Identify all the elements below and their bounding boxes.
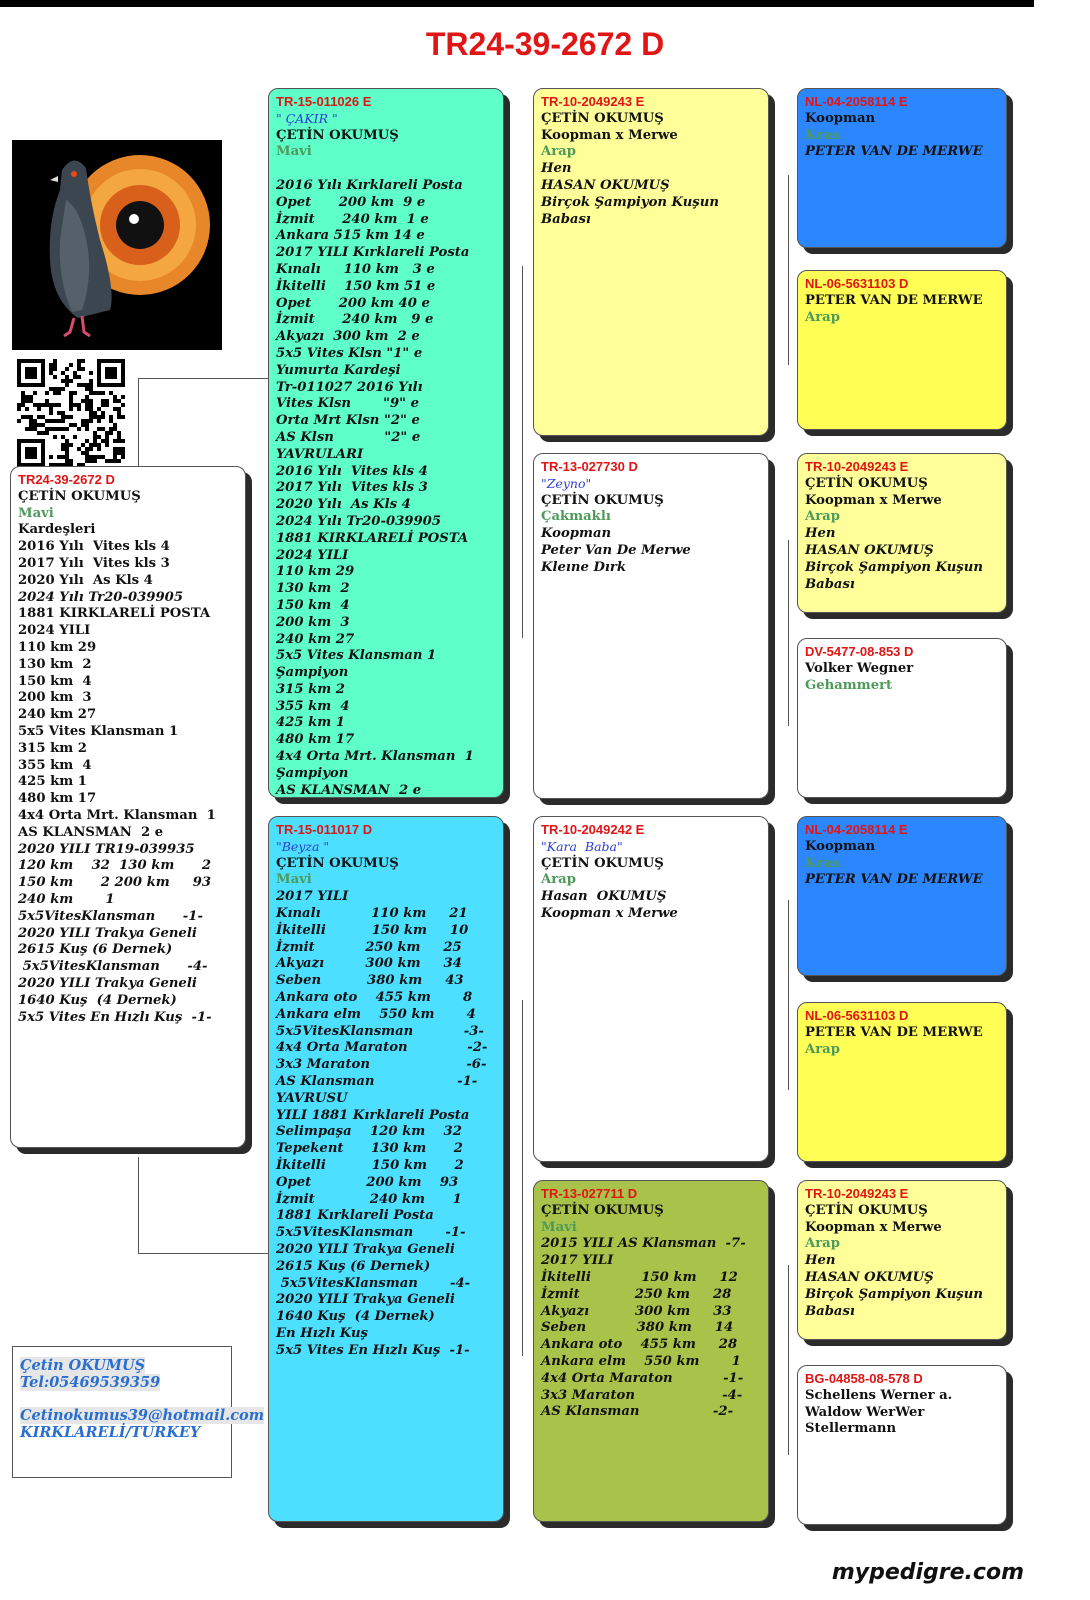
detail-line: İkitelli 150 km 51 e <box>276 278 436 294</box>
bird-details <box>805 476 999 594</box>
detail-line: 150 km 4 <box>18 673 92 689</box>
detail-line: PETER VAN DE MERWE <box>805 292 983 308</box>
detail-line: 2615 Kuş (6 Dernek) <box>276 1258 431 1274</box>
detail-line: İzmit 250 km 25 <box>276 939 462 955</box>
bird-details <box>541 839 761 923</box>
detail-line: Hen <box>805 1253 836 1269</box>
detail-line: 2017 YILI <box>541 1253 614 1269</box>
ring-number: TR-15-011026 E <box>276 94 372 109</box>
detail-line: İzmit 250 km 28 <box>541 1286 732 1302</box>
detail-line: Hen <box>805 526 836 542</box>
detail-line: En Hızlı Kuş <box>276 1325 368 1341</box>
ring-number: TR-13-027730 D <box>541 459 638 474</box>
detail-line: "Zeyno" <box>541 475 592 491</box>
sire-card[interactable] <box>268 88 504 798</box>
detail-line: PETER VAN DE MERWE <box>805 872 983 888</box>
sire-sire-card[interactable] <box>533 88 769 436</box>
performance-lines <box>276 161 496 799</box>
ring-number: TR-13-027711 D <box>541 1186 638 1201</box>
detail-line: 2020 YILI Trakya Geneli <box>18 925 197 941</box>
detail-line: Arap <box>541 144 576 160</box>
connector-line <box>522 266 523 638</box>
detail-line: 4x4 Orta Maraton -1- <box>541 1370 744 1386</box>
detail-line: ÇETİN OKUMUŞ <box>541 855 664 871</box>
detail-line: 5x5VitesKlansman -4- <box>276 1275 471 1291</box>
detail-line: Kras <box>805 855 840 871</box>
connector-line <box>788 540 789 726</box>
detail-line: 5x5 Vites Klansman 1 <box>276 648 437 664</box>
breeder-name: ÇETİN OKUMUŞ <box>276 127 399 143</box>
detail-line: HASAN OKUMUŞ <box>805 1269 934 1285</box>
detail-line: Koopman x Merwe <box>541 905 678 921</box>
detail-line: 2020 YILI Trakya Geneli <box>18 975 197 991</box>
detail-line: 4x4 Orta Maraton -2- <box>276 1040 488 1056</box>
detail-line: PETER VAN DE MERWE <box>805 1024 983 1040</box>
detail-line: 240 km 27 <box>276 631 355 647</box>
detail-line: Koopman x Merwe <box>805 492 942 508</box>
qr-code <box>17 359 125 467</box>
detail-line: Arap <box>805 309 840 325</box>
connector-line <box>788 175 789 365</box>
detail-line: Kınalı 110 km 21 <box>276 905 468 921</box>
breeder-name: ÇETİN OKUMUŞ <box>276 855 399 871</box>
detail-line: Tr-011027 2016 Yılı <box>276 379 423 395</box>
connector-line <box>522 1000 523 1356</box>
detail-line: Seben 380 km 43 <box>276 973 464 989</box>
detail-line: 2017 YILI Kırklareli Posta <box>276 245 470 261</box>
detail-line: Arap <box>805 509 840 525</box>
top-border <box>0 0 1034 7</box>
detail-line: 5x5VitesKlansman -4- <box>18 959 208 975</box>
bird-color: Mavi <box>276 872 312 888</box>
detail-line: YILI 1881 Kırklareli Posta <box>276 1107 470 1123</box>
pet-name: "Beyza " <box>276 838 330 854</box>
detail-line: 2024 Yılı Tr20-039905 <box>276 513 442 529</box>
contact-card <box>12 1346 265 1478</box>
detail-line: Koopman <box>541 526 612 542</box>
detail-line: 2024 YILI <box>18 623 91 639</box>
pet-name: " ÇAKIR " <box>276 110 338 126</box>
ring-number: TR-10-2049243 E <box>805 459 909 474</box>
ancestor-card[interactable] <box>797 453 1007 613</box>
detail-line: 5x5VitesKlansman -1- <box>276 1225 466 1241</box>
detail-line: AS Klansman -1- <box>276 1073 478 1089</box>
detail-line: Babası <box>805 576 855 592</box>
bird-color: Mavi <box>276 144 312 160</box>
detail-line: ÇETİN OKUMUŞ <box>541 1202 664 1218</box>
detail-line: Ankara oto 455 km 8 <box>276 989 473 1005</box>
detail-line: 2020 YILI Trakya Geneli <box>276 1241 455 1257</box>
connector-line <box>138 378 270 379</box>
detail-line: 5x5VitesKlansman -1- <box>18 908 203 924</box>
detail-line: İzmit 240 km 1 e <box>276 211 429 227</box>
detail-line: Orta Mrt Klsn "2" e <box>276 413 420 429</box>
detail-line: 2020 Yılı As Kls 4 <box>18 572 153 588</box>
detail-line: 480 km 17 <box>18 791 97 807</box>
detail-line: "Kara Baba" <box>541 838 623 854</box>
detail-line: 2016 Yılı Vites kls 4 <box>276 463 428 479</box>
detail-line: Kınalı 110 km 3 e <box>276 261 435 277</box>
detail-line: Akyazı 300 km 2 e <box>276 329 420 345</box>
detail-line: Koopman <box>805 838 876 854</box>
detail-line: 5x5 Vites En Hızlı Kuş -1- <box>276 1342 470 1358</box>
detail-line: 355 km 4 <box>276 698 350 714</box>
ring-number: TR24-39-2672 D <box>18 472 115 487</box>
bird-details <box>805 839 999 889</box>
detail-line: Volker Wegner <box>805 660 914 676</box>
detail-line: YAVRULARI <box>276 446 364 462</box>
detail-line: 1881 Kırklareli Posta <box>276 1208 434 1224</box>
detail-line: 240 km 1 <box>18 891 115 907</box>
detail-line: Çakmaklı <box>541 509 611 525</box>
detail-line: Arap <box>541 872 576 888</box>
detail-line: HASAN OKUMUŞ <box>541 177 670 193</box>
main-bird-card[interactable] <box>10 466 246 1148</box>
detail-line: Kleıne Dırk <box>541 559 626 575</box>
ancestor-card[interactable] <box>797 1180 1007 1340</box>
detail-line: 4x4 Orta Mrt. Klansman 1 <box>276 749 474 765</box>
detail-line: Kras <box>805 127 840 143</box>
detail-line: 2020 YILI TR19-039935 <box>18 841 195 857</box>
site-footer[interactable]: mypedigre.com <box>831 1560 1024 1585</box>
ring-number: NL-04-2058114 E <box>805 822 908 837</box>
pigeon-photo <box>12 140 222 350</box>
ancestor-card[interactable] <box>797 816 1007 976</box>
detail-line: Hasan OKUMUŞ <box>541 889 667 905</box>
sire-dam-card[interactable] <box>533 453 769 799</box>
bird-details <box>541 1203 761 1421</box>
detail-line: 1881 KIRKLARELİ POSTA <box>276 530 469 546</box>
connector-line <box>788 900 789 1090</box>
ring-number: BG-04858-08-578 D <box>805 1371 923 1386</box>
detail-line: Arap <box>805 1041 840 1057</box>
detail-line: Seben 380 km 14 <box>541 1320 734 1336</box>
contact-phone[interactable]: Tel:05469539359 <box>20 1374 161 1391</box>
bird-details <box>805 1025 999 1059</box>
contact-location: KIRKLARELİ/TURKEY <box>20 1424 201 1441</box>
connector-line <box>138 1157 139 1253</box>
detail-line: Koopman x Merwe <box>805 1219 942 1235</box>
detail-line: İzmit 240 km 9 e <box>276 312 434 328</box>
detail-line: Schellens Werner a. <box>805 1387 953 1403</box>
detail-line: 315 km 2 <box>276 681 345 697</box>
ring-number: TR-15-011017 D <box>276 822 373 837</box>
detail-line: 2017 YILI <box>276 889 349 905</box>
detail-line: Akyazı 300 km 34 <box>276 956 462 972</box>
detail-line: 315 km 2 <box>18 740 87 756</box>
detail-line: Vites Klsn "9" e <box>276 396 420 412</box>
detail-line: 120 km 32 130 km 2 <box>18 858 212 874</box>
ancestor-card[interactable] <box>797 270 1007 430</box>
detail-line: 425 km 1 <box>276 715 345 731</box>
performance-lines <box>276 889 496 1359</box>
detail-line: Opet 200 km 40 e <box>276 295 430 311</box>
detail-line: 240 km 27 <box>18 707 97 723</box>
detail-line: Selimpaşa 120 km 32 <box>276 1124 462 1140</box>
detail-line: Opet 200 km 93 <box>276 1174 459 1190</box>
detail-line: 2615 Kuş (6 Dernek) <box>18 942 173 958</box>
bird-details <box>805 661 999 695</box>
detail-line: 110 km 29 <box>276 564 355 580</box>
detail-line: Hen <box>541 161 572 177</box>
detail-line: 3x3 Maraton -6- <box>276 1057 487 1073</box>
detail-line: Birçok Şampiyon Kuşun <box>805 559 983 575</box>
detail-line: Stellermann <box>805 1421 897 1437</box>
detail-line: Yumurta Kardeşi <box>276 362 401 378</box>
detail-line: Tepekent 130 km 2 <box>276 1141 463 1157</box>
detail-line: Akyazı 300 km 33 <box>541 1303 732 1319</box>
detail-line: Ankara 515 km 14 e <box>276 228 425 244</box>
detail-line: 5x5VitesKlansman -3- <box>276 1023 484 1039</box>
detail-line: 3x3 Maraton -4- <box>541 1387 743 1403</box>
detail-line: 2016 Yılı Kırklareli Posta <box>276 177 463 193</box>
detail-line: ÇETİN OKUMUŞ <box>541 492 664 508</box>
detail-line: Opet 200 km 9 e <box>276 194 426 210</box>
detail-line: 130 km 2 <box>18 656 92 672</box>
ring-number: TR-10-2049243 E <box>805 1186 909 1201</box>
ancestor-card[interactable] <box>797 638 1007 798</box>
detail-line: 355 km 4 <box>18 757 92 773</box>
bird-color: Mavi <box>18 505 54 521</box>
detail-line: Kardeşleri <box>18 522 96 538</box>
detail-line: Babası <box>541 211 591 227</box>
ring-number: TR-10-2049242 E <box>541 822 645 837</box>
contact-name: Çetin OKUMUŞ <box>20 1357 146 1374</box>
detail-line: İzmit 240 km 1 <box>276 1191 462 1207</box>
bird-details <box>805 1203 999 1321</box>
ancestor-card[interactable] <box>797 88 1007 248</box>
dam-sire-card[interactable] <box>533 816 769 1162</box>
detail-line: Babası <box>805 1303 855 1319</box>
detail-line: YAVRUSU <box>276 1090 348 1106</box>
dam-dam-card[interactable] <box>533 1180 769 1522</box>
detail-line: İkitelli 150 km 12 <box>541 1269 738 1285</box>
detail-line: AS KLANSMAN 2 e <box>276 782 422 798</box>
connector-line <box>788 1265 789 1455</box>
connector-line <box>138 1253 270 1254</box>
detail-line: PETER VAN DE MERWE <box>805 144 983 160</box>
detail-line: 1640 Kuş (4 Dernek) <box>18 992 177 1008</box>
detail-line: 2024 YILI <box>276 547 349 563</box>
detail-line: ÇETİN OKUMUŞ <box>805 475 928 491</box>
detail-line: 2020 YILI Trakya Geneli <box>276 1292 455 1308</box>
page-title: TR24-39-2672 D <box>425 26 665 62</box>
performance-lines <box>18 522 238 1026</box>
bird-details <box>805 293 999 327</box>
breeder-name: ÇETİN OKUMUŞ <box>18 488 141 504</box>
detail-line: Birçok Şampiyon Kuşun <box>541 194 719 210</box>
detail-line: 1640 Kuş (4 Dernek) <box>276 1309 435 1325</box>
detail-line: 2017 Yılı Vites kls 3 <box>18 555 170 571</box>
detail-line: 150 km 4 <box>276 597 350 613</box>
detail-line: 2020 Yılı As Kls 4 <box>276 497 411 513</box>
detail-line <box>276 161 496 178</box>
detail-line: 2017 Yılı Vites kls 3 <box>276 480 428 496</box>
detail-line: ÇETİN OKUMUŞ <box>805 1202 928 1218</box>
detail-line: 2024 Yılı Tr20-039905 <box>18 589 184 605</box>
detail-line: 5x5 Vites Klsn "1" e <box>276 345 423 361</box>
detail-line: 1881 KIRKLARELİ POSTA <box>18 606 211 622</box>
detail-line: 480 km 17 <box>276 732 355 748</box>
detail-line: 110 km 29 <box>18 639 97 655</box>
contact-email[interactable]: Cetinokumus39@hotmail.com <box>20 1407 265 1424</box>
detail-line: 4x4 Orta Mrt. Klansman 1 <box>18 807 216 823</box>
detail-line: HASAN OKUMUŞ <box>805 542 934 558</box>
detail-line: Şampiyon <box>276 665 349 681</box>
detail-line: 200 km 3 <box>18 690 92 706</box>
ring-number: NL-04-2058114 E <box>805 94 908 109</box>
detail-line: İkitelli 150 km 10 <box>276 922 469 938</box>
detail-line: 2015 YILI AS Klansman -7- <box>541 1236 746 1252</box>
detail-line: 150 km 2 200 km 93 <box>18 875 212 891</box>
detail-line: Ankara oto 455 km 28 <box>541 1337 738 1353</box>
detail-line: Koopman x Merwe <box>541 127 678 143</box>
detail-line: Ankara elm 550 km 1 <box>541 1353 741 1369</box>
bird-details <box>541 476 761 577</box>
ancestor-card[interactable] <box>797 1365 1007 1525</box>
detail-line: Şampiyon <box>276 765 349 781</box>
connector-line <box>138 378 139 472</box>
detail-line: Gehammert <box>805 677 893 693</box>
bird-details <box>805 1388 999 1438</box>
ancestor-card[interactable] <box>797 1002 1007 1162</box>
detail-line: İkitelli 150 km 2 <box>276 1157 464 1173</box>
detail-line: 5x5 Vites Klansman 1 <box>18 723 179 739</box>
detail-line: 2016 Yılı Vites kls 4 <box>18 539 170 555</box>
detail-line: Peter Van De Merwe <box>541 542 691 558</box>
detail-line: Koopman <box>805 110 876 126</box>
ring-number: TR-10-2049243 E <box>541 94 645 109</box>
dam-card[interactable] <box>268 816 504 1522</box>
detail-line: AS Klsn "2" e <box>276 429 421 445</box>
detail-line: ÇETİN OKUMUŞ <box>541 110 664 126</box>
detail-line: 425 km 1 <box>18 774 87 790</box>
detail-line: Ankara elm 550 km 4 <box>276 1006 476 1022</box>
detail-line: Birçok Şampiyon Kuşun <box>805 1286 983 1302</box>
bird-details <box>805 111 999 161</box>
bird-details <box>541 111 761 229</box>
ring-number: DV-5477-08-853 D <box>805 644 914 659</box>
detail-line: AS KLANSMAN 2 e <box>18 824 164 840</box>
detail-line: Waldow WerWer <box>805 1404 925 1420</box>
detail-line: 200 km 3 <box>276 614 350 630</box>
ring-number: NL-06-5631103 D <box>805 1008 909 1023</box>
detail-line: 5x5 Vites En Hızlı Kuş -1- <box>18 1009 212 1025</box>
detail-line: 130 km 2 <box>276 581 350 597</box>
ring-number: NL-06-5631103 D <box>805 276 909 291</box>
detail-line: Mavi <box>541 1219 577 1235</box>
detail-line: Arap <box>805 1236 840 1252</box>
detail-line: AS Klansman -2- <box>541 1404 734 1420</box>
